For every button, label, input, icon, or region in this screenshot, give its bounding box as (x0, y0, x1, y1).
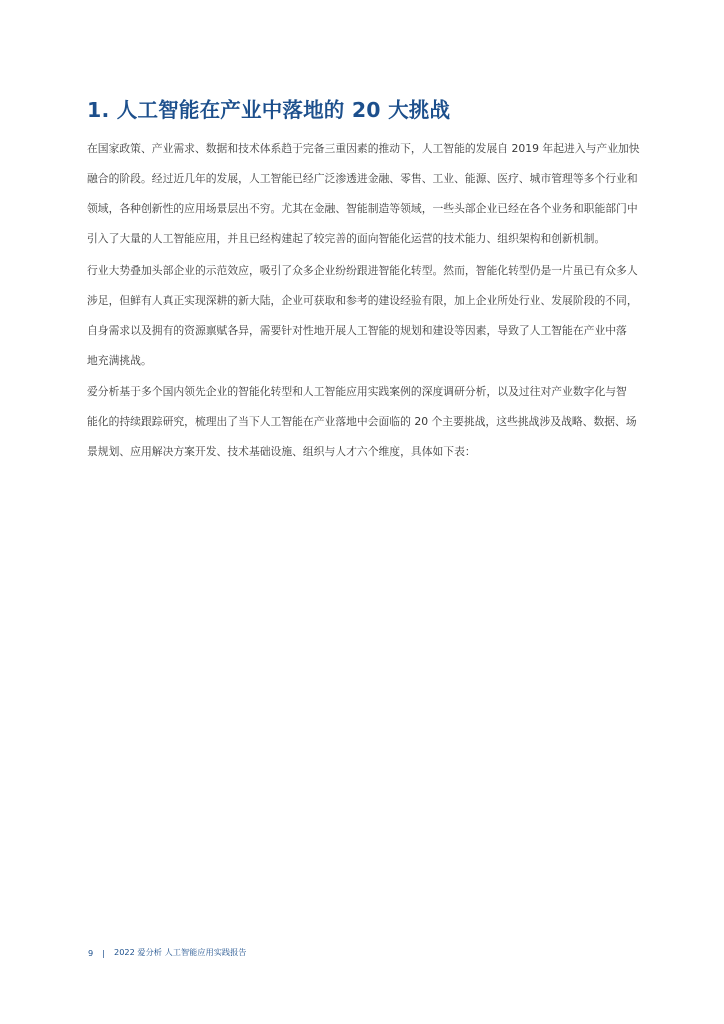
page-footer (88, 947, 246, 958)
section-title: 1. 人工智能在产业中落地的 20 大挑战 (87, 98, 451, 122)
paragraph-line: 涉足，但鲜有人真正实现深耕的新大陆，企业可获取和参考的建设经验有限，加上企业所处行业、发展阶段的不同， (87, 294, 638, 307)
paragraph-3 (87, 377, 640, 467)
paragraph-line: 地充满挑战。 (87, 354, 152, 367)
paragraph-line: 景规划、应用解决方案开发、技术基础设施、组织与人才六个维度，具体如下表： (87, 445, 476, 458)
paragraph-line: 领域，各种创新性的应用场景层出不穷。尤其在金融、智能制造等领域，一些头部企业已经在各个业务和职能部门中 (87, 202, 638, 215)
paragraph-2 (87, 256, 640, 376)
paragraph-line: 行业大势叠加头部企业的示范效应，吸引了众多企业纷纷跟进智能化转型。然而，智能化转型仍是一片虽已有众多人 (87, 264, 638, 277)
paragraph-line: 在国家政策、产业需求、数据和技术体系趋于完备三重因素的推动下，人工智能的发展自 2019 年起进入与产业加快 (87, 142, 640, 155)
paragraph-line: 能化的持续跟踪研究，梳理出了当下人工智能在产业落地中会面临的 20 个主要挑战，这些挑战涉及战略、数据、场 (87, 415, 637, 428)
report-name: 2022 爱分析 人工智能应用实践报告 (113, 947, 247, 957)
paragraph-line: 爱分析基于多个国内领先企业的智能化转型和人工智能应用实践案例的深度调研分析，以及过往对产业数字化与智 (87, 385, 627, 398)
paragraph-line: 引入了大量的人工智能应用，并且已经构建起了较完善的面向智能化运营的技术能力、组织架构和创新机制。 (87, 232, 606, 245)
paragraph-1 (87, 134, 640, 254)
paragraph-line: 融合的阶段。经过近几年的发展，人工智能已经广泛渗透进金融、零售、工业、能源、医疗、城市管理等多个行业和 (87, 172, 638, 185)
page-number: 9 (88, 947, 94, 958)
footer-separator: | (102, 947, 105, 958)
paragraph-line: 自身需求以及拥有的资源禀赋各异，需要针对性地开展人工智能的规划和建设等因素，导致了人工智能在产业中落 (87, 324, 627, 337)
